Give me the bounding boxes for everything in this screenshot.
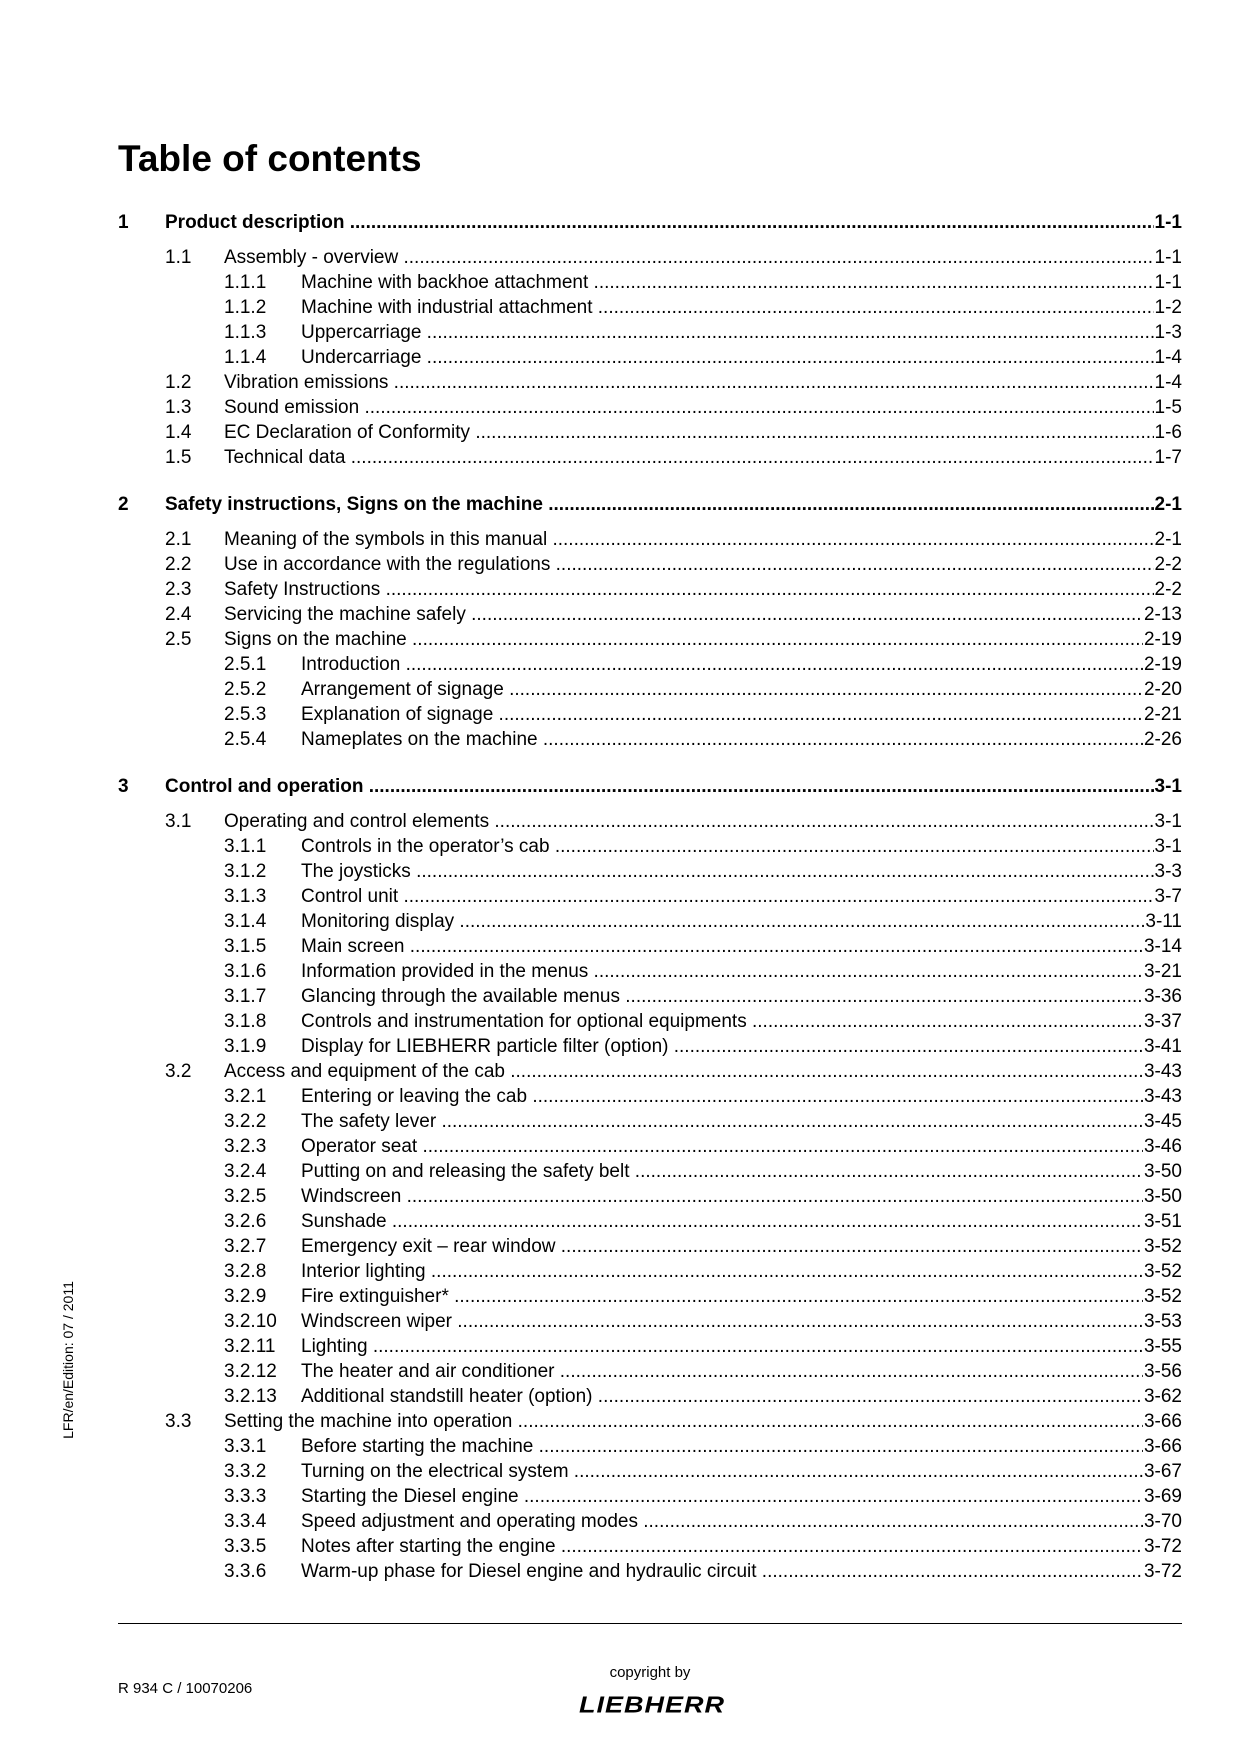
toc-page-number: 3-66 xyxy=(1143,1411,1182,1432)
toc-page-number: 3-51 xyxy=(1143,1211,1182,1232)
toc-section-title: Signs on the machine ..... xyxy=(224,627,1143,652)
toc-entry[interactable] xyxy=(118,445,1182,470)
toc-section-number: 3.2.5 xyxy=(224,1186,267,1207)
toc-section-number: 3.2.10 xyxy=(224,1311,277,1332)
toc-entry[interactable] xyxy=(118,1259,1182,1284)
toc-chapter-entry[interactable] xyxy=(118,210,1182,235)
toc-page-number: 3-1 xyxy=(1154,776,1182,797)
toc-section-number: 3.3.6 xyxy=(224,1561,267,1582)
toc-section-number: 3.2.2 xyxy=(224,1111,267,1132)
toc-entry-line xyxy=(301,1259,1182,1284)
toc-section-title: Machine with industrial attachment ..... xyxy=(301,295,1154,320)
toc-entry-line xyxy=(301,1309,1182,1334)
toc-entry-line xyxy=(301,984,1182,1009)
toc-entry[interactable] xyxy=(118,577,1182,602)
toc-section-number: 3 xyxy=(118,776,129,797)
toc-page-number: 3-72 xyxy=(1143,1536,1182,1557)
toc-section-number: 2.5 xyxy=(165,629,192,650)
toc-page-number: 3-66 xyxy=(1143,1436,1182,1457)
toc-section-number: 2.5.1 xyxy=(224,654,267,675)
footer-divider xyxy=(118,1623,1182,1624)
toc-section-title: Interior lighting ..... xyxy=(301,1259,1143,1284)
toc-section-number: 3.1.6 xyxy=(224,961,267,982)
toc-entry-line xyxy=(301,1509,1182,1534)
toc-entry[interactable] xyxy=(118,909,1182,934)
toc-entry[interactable] xyxy=(118,652,1182,677)
toc-page-number: 2-20 xyxy=(1143,679,1182,700)
toc-section-number: 3.2.13 xyxy=(224,1386,277,1407)
toc-entry[interactable] xyxy=(118,959,1182,984)
toc-entry-line xyxy=(301,320,1182,345)
toc-section-title: Uppercarriage ..... xyxy=(301,320,1154,345)
liebherr-logo: LIEBHERR xyxy=(578,1692,725,1718)
toc-page-number: 3-37 xyxy=(1143,1011,1182,1032)
toc-page-number: 3-55 xyxy=(1143,1336,1182,1357)
toc-entry-line xyxy=(301,959,1182,984)
page-title: Table of contents xyxy=(118,138,422,179)
toc-page-number: 1-2 xyxy=(1154,297,1182,318)
toc-page-number: 3-3 xyxy=(1154,861,1182,882)
toc-chapter-entry[interactable] xyxy=(118,774,1182,799)
toc-entry[interactable] xyxy=(118,1084,1182,1109)
toc-entry[interactable] xyxy=(118,1184,1182,1209)
toc-entry-line xyxy=(224,577,1182,602)
toc-entry-line xyxy=(301,1034,1182,1059)
toc-section-number: 3.1.2 xyxy=(224,861,267,882)
toc-page-number: 1-4 xyxy=(1154,347,1182,368)
toc-section-number: 3.2.1 xyxy=(224,1086,267,1107)
toc-section-number: 3.1.5 xyxy=(224,936,267,957)
toc-section-title: Sound emission ..... xyxy=(224,395,1154,420)
toc-entry[interactable] xyxy=(118,527,1182,552)
toc-section-number: 3.3.3 xyxy=(224,1486,267,1507)
toc-section-number: 3.1.3 xyxy=(224,886,267,907)
toc-entry[interactable] xyxy=(118,270,1182,295)
toc-entry[interactable] xyxy=(118,345,1182,370)
toc-section-title: Control unit ..... xyxy=(301,884,1154,909)
toc-section-title: Display for LIEBHERR particle filter (option) ..... xyxy=(301,1034,1143,1059)
toc-page-number: 3-36 xyxy=(1143,986,1182,1007)
toc-section-title: The joysticks ..... xyxy=(301,859,1154,884)
toc-section-title: Sunshade ..... xyxy=(301,1209,1143,1234)
toc-section-title: Safety Instructions ..... xyxy=(224,577,1154,602)
toc-entry-line xyxy=(301,1384,1182,1409)
toc-entry-line xyxy=(301,652,1182,677)
toc-section-title: Control and operation ..... xyxy=(165,774,1154,799)
toc-section-number: 3.3 xyxy=(165,1411,192,1432)
toc-chapter-entry[interactable] xyxy=(118,492,1182,517)
toc-page-number: 2-2 xyxy=(1154,554,1182,575)
toc-entry-line xyxy=(165,492,1182,517)
toc-page-number: 1-3 xyxy=(1154,322,1182,343)
toc-section-number: 3.1.4 xyxy=(224,911,267,932)
toc-section-number: 3.2.8 xyxy=(224,1261,267,1282)
toc-entry-line xyxy=(165,774,1182,799)
toc-section-title: Setting the machine into operation ..... xyxy=(224,1409,1143,1434)
toc-section-title: Technical data ..... xyxy=(224,445,1154,470)
toc-page-number: 3-21 xyxy=(1143,961,1182,982)
toc-entry[interactable] xyxy=(118,1459,1182,1484)
toc-section-number: 1.5 xyxy=(165,447,192,468)
toc-page-number: 3-43 xyxy=(1143,1086,1182,1107)
toc-entry[interactable] xyxy=(118,1159,1182,1184)
toc-section-title: Vibration emissions ..... xyxy=(224,370,1154,395)
edition-note: LFR/en/Edition: 07 / 2011 xyxy=(60,1281,76,1439)
toc-page-number: 1-1 xyxy=(1154,272,1182,293)
toc-section-number: 2.1 xyxy=(165,529,192,550)
toc-entry[interactable] xyxy=(118,1534,1182,1559)
toc-entry-line xyxy=(165,210,1182,235)
toc-page-number: 3-52 xyxy=(1143,1261,1182,1282)
toc-section-title: Nameplates on the machine ..... xyxy=(301,727,1143,752)
toc-entry-line xyxy=(224,1059,1182,1084)
toc-entry-line xyxy=(224,809,1182,834)
toc-section-number: 3.2.6 xyxy=(224,1211,267,1232)
toc-section-title: Starting the Diesel engine ..... xyxy=(301,1484,1143,1509)
toc-entry-line xyxy=(301,1109,1182,1134)
toc-entry[interactable] xyxy=(118,1034,1182,1059)
toc-section-title: Safety instructions, Signs on the machine ..... xyxy=(165,492,1154,517)
toc-entry-line xyxy=(301,727,1182,752)
toc-section-title: Operating and control elements ..... xyxy=(224,809,1154,834)
toc-page-number: 1-6 xyxy=(1154,422,1182,443)
toc-section-title: Glancing through the available menus ..... xyxy=(301,984,1143,1009)
toc-page-number: 2-21 xyxy=(1143,704,1182,725)
toc-section-number: 3.3.5 xyxy=(224,1536,267,1557)
copyright-text: copyright by xyxy=(609,1664,691,1681)
toc-section-number: 3.1.1 xyxy=(224,836,267,857)
toc-entry-line xyxy=(301,909,1182,934)
toc-section-number: 2.4 xyxy=(165,604,192,625)
toc-page-number: 3-1 xyxy=(1154,811,1182,832)
toc-section-title: Arrangement of signage ..... xyxy=(301,677,1143,702)
toc-entry-line xyxy=(301,834,1182,859)
toc-page-number: 3-69 xyxy=(1143,1486,1182,1507)
toc-page-number: 3-50 xyxy=(1143,1161,1182,1182)
toc-section-title: Before starting the machine ..... xyxy=(301,1434,1143,1459)
toc-entry-line xyxy=(301,1284,1182,1309)
toc-section-number: 2.5.2 xyxy=(224,679,267,700)
toc-section-title: Introduction ..... xyxy=(301,652,1143,677)
toc-entry-line xyxy=(301,1184,1182,1209)
table-of-contents xyxy=(118,210,1182,1584)
toc-section-number: 3.1 xyxy=(165,811,192,832)
toc-page-number: 3-62 xyxy=(1143,1386,1182,1407)
toc-entry-line xyxy=(301,1559,1182,1584)
toc-page-number: 2-19 xyxy=(1143,629,1182,650)
toc-section-title: Warm-up phase for Diesel engine and hydraulic circuit ..... xyxy=(301,1559,1143,1584)
toc-entry-line xyxy=(301,345,1182,370)
toc-entry-line xyxy=(301,884,1182,909)
toc-entry[interactable] xyxy=(118,677,1182,702)
toc-section-title: Emergency exit – rear window ..... xyxy=(301,1234,1143,1259)
toc-section-title: The safety lever ..... xyxy=(301,1109,1143,1134)
toc-section-title: Main screen ..... xyxy=(301,934,1143,959)
toc-entry[interactable] xyxy=(118,1359,1182,1384)
toc-section-title: The heater and air conditioner ..... xyxy=(301,1359,1143,1384)
toc-section-title: Entering or leaving the cab ..... xyxy=(301,1084,1143,1109)
toc-entry-line xyxy=(224,370,1182,395)
toc-entry[interactable] xyxy=(118,395,1182,420)
toc-page-number: 3-45 xyxy=(1143,1111,1182,1132)
toc-section-title: EC Declaration of Conformity ..... xyxy=(224,420,1154,445)
toc-entry[interactable] xyxy=(118,1384,1182,1409)
toc-page-number: 1-1 xyxy=(1154,247,1182,268)
toc-entry[interactable] xyxy=(118,1234,1182,1259)
toc-section-title: Information provided in the menus ..... xyxy=(301,959,1143,984)
toc-section-number: 3.2.9 xyxy=(224,1286,267,1307)
toc-entry-line xyxy=(301,702,1182,727)
toc-section-title: Meaning of the symbols in this manual ..... xyxy=(224,527,1154,552)
toc-entry[interactable] xyxy=(118,420,1182,445)
toc-entry[interactable] xyxy=(118,984,1182,1009)
toc-section-number: 2.5.3 xyxy=(224,704,267,725)
toc-entry-line xyxy=(301,270,1182,295)
toc-entry-line xyxy=(224,627,1182,652)
toc-section-number: 2.2 xyxy=(165,554,192,575)
toc-section-number: 2.3 xyxy=(165,579,192,600)
toc-entry-line xyxy=(301,1334,1182,1359)
toc-entry-line xyxy=(301,1134,1182,1159)
toc-entry-line xyxy=(224,420,1182,445)
toc-entry[interactable] xyxy=(118,627,1182,652)
toc-section-title: Monitoring display ..... xyxy=(301,909,1144,934)
toc-section-title: Operator seat ..... xyxy=(301,1134,1143,1159)
toc-entry-line xyxy=(224,395,1182,420)
toc-page-number: 3-53 xyxy=(1143,1311,1182,1332)
toc-entry[interactable] xyxy=(118,1334,1182,1359)
toc-section-title: Lighting ..... xyxy=(301,1334,1143,1359)
toc-entry-line xyxy=(301,1159,1182,1184)
toc-page-number: 2-26 xyxy=(1143,729,1182,750)
toc-entry[interactable] xyxy=(118,295,1182,320)
toc-entry[interactable] xyxy=(118,1409,1182,1434)
toc-entry-line xyxy=(301,934,1182,959)
toc-section-number: 1.2 xyxy=(165,372,192,393)
toc-entry[interactable] xyxy=(118,1134,1182,1159)
toc-section-number: 3.2 xyxy=(165,1061,192,1082)
toc-section-number: 1.3 xyxy=(165,397,192,418)
toc-entry-line xyxy=(301,677,1182,702)
document-id: R 934 C / 10070206 xyxy=(118,1680,253,1697)
toc-section-title: Windscreen ..... xyxy=(301,1184,1143,1209)
toc-entry[interactable] xyxy=(118,834,1182,859)
toc-section-number: 3.2.7 xyxy=(224,1236,267,1257)
toc-entry-line xyxy=(301,859,1182,884)
toc-section-title: Additional standstill heater (option) ..... xyxy=(301,1384,1143,1409)
toc-entry[interactable] xyxy=(118,727,1182,752)
toc-entry-line xyxy=(301,295,1182,320)
toc-entry-line xyxy=(301,1084,1182,1109)
toc-entry[interactable] xyxy=(118,702,1182,727)
toc-section-title: Access and equipment of the cab ..... xyxy=(224,1059,1143,1084)
toc-section-number: 1.1.1 xyxy=(224,272,267,293)
toc-entry-line xyxy=(224,245,1182,270)
toc-entry[interactable] xyxy=(118,809,1182,834)
toc-section-title: Undercarriage ..... xyxy=(301,345,1154,370)
toc-entry[interactable] xyxy=(118,245,1182,270)
toc-entry-line xyxy=(224,552,1182,577)
toc-entry[interactable] xyxy=(118,1009,1182,1034)
toc-page-number: 3-72 xyxy=(1143,1561,1182,1582)
toc-entry-line xyxy=(224,445,1182,470)
toc-section-number: 3.2.4 xyxy=(224,1161,267,1182)
toc-entry[interactable] xyxy=(118,1559,1182,1584)
toc-entry[interactable] xyxy=(118,884,1182,909)
toc-entry-line xyxy=(301,1359,1182,1384)
toc-page-number: 1-5 xyxy=(1154,397,1182,418)
toc-section-number: 1.1.2 xyxy=(224,297,267,318)
toc-page-number: 3-11 xyxy=(1145,911,1182,932)
toc-section-number: 1.1.4 xyxy=(224,347,267,368)
toc-section-number: 1.4 xyxy=(165,422,192,443)
toc-entry-line xyxy=(301,1534,1182,1559)
toc-page-number: 3-50 xyxy=(1143,1186,1182,1207)
toc-section-number: 1.1 xyxy=(165,247,192,268)
toc-section-number: 1 xyxy=(118,212,129,233)
toc-entry-line xyxy=(301,1009,1182,1034)
toc-page-number: 1-4 xyxy=(1154,372,1182,393)
toc-section-number: 3.1.7 xyxy=(224,986,267,1007)
toc-section-title: Speed adjustment and operating modes ..... xyxy=(301,1509,1143,1534)
toc-page-number: 2-19 xyxy=(1143,654,1182,675)
toc-section-title: Controls in the operator’s cab ..... xyxy=(301,834,1154,859)
toc-entry-line xyxy=(301,1484,1182,1509)
toc-section-title: Explanation of signage ..... xyxy=(301,702,1143,727)
toc-entry[interactable] xyxy=(118,1309,1182,1334)
toc-page-number: 3-67 xyxy=(1143,1461,1182,1482)
toc-page-number: 3-56 xyxy=(1143,1361,1182,1382)
toc-section-number: 2.5.4 xyxy=(224,729,267,750)
toc-entry[interactable] xyxy=(118,1284,1182,1309)
toc-section-title: Servicing the machine safely ..... xyxy=(224,602,1143,627)
toc-entry[interactable] xyxy=(118,552,1182,577)
toc-entry[interactable] xyxy=(118,370,1182,395)
toc-page-number: 2-1 xyxy=(1154,494,1182,515)
toc-section-number: 3.1.9 xyxy=(224,1036,267,1057)
toc-page-number: 3-46 xyxy=(1143,1136,1182,1157)
toc-section-title: Machine with backhoe attachment ..... xyxy=(301,270,1154,295)
toc-entry[interactable] xyxy=(118,1509,1182,1534)
toc-entry[interactable] xyxy=(118,1109,1182,1134)
toc-page-number: 2-2 xyxy=(1154,579,1182,600)
toc-page-number: 2-1 xyxy=(1154,529,1182,550)
toc-section-title: Putting on and releasing the safety belt ..... xyxy=(301,1159,1143,1184)
toc-section-number: 3.3.2 xyxy=(224,1461,267,1482)
toc-section-number: 3.2.12 xyxy=(224,1361,277,1382)
toc-entry-line xyxy=(301,1459,1182,1484)
toc-section-title: Fire extinguisher* ..... xyxy=(301,1284,1143,1309)
toc-section-number: 3.1.8 xyxy=(224,1011,267,1032)
toc-section-number: 3.2.3 xyxy=(224,1136,267,1157)
toc-entry-line xyxy=(301,1234,1182,1259)
toc-entry[interactable] xyxy=(118,1209,1182,1234)
toc-entry-line xyxy=(301,1209,1182,1234)
toc-page-number: 3-43 xyxy=(1143,1061,1182,1082)
toc-entry-line xyxy=(301,1434,1182,1459)
toc-section-number: 3.2.11 xyxy=(224,1336,276,1357)
toc-section-title: Use in accordance with the regulations ..... xyxy=(224,552,1154,577)
toc-entry[interactable] xyxy=(118,1434,1182,1459)
toc-entry[interactable] xyxy=(118,602,1182,627)
toc-entry-line xyxy=(224,602,1182,627)
toc-section-title: Turning on the electrical system ..... xyxy=(301,1459,1143,1484)
toc-page-number: 2-13 xyxy=(1143,604,1182,625)
toc-page-number: 3-7 xyxy=(1154,886,1182,907)
toc-section-title: Product description ..... xyxy=(165,210,1154,235)
toc-section-number: 3.3.4 xyxy=(224,1511,267,1532)
toc-page-number: 3-14 xyxy=(1143,936,1182,957)
toc-page-number: 3-41 xyxy=(1143,1036,1182,1057)
toc-entry[interactable] xyxy=(118,320,1182,345)
toc-entry-line xyxy=(224,527,1182,552)
toc-entry[interactable] xyxy=(118,859,1182,884)
toc-entry[interactable] xyxy=(118,1484,1182,1509)
toc-section-title: Windscreen wiper ..... xyxy=(301,1309,1143,1334)
toc-entry-line xyxy=(224,1409,1182,1434)
toc-section-number: 2 xyxy=(118,494,129,515)
toc-page-number: 3-52 xyxy=(1143,1236,1182,1257)
toc-entry[interactable] xyxy=(118,1059,1182,1084)
toc-section-number: 1.1.3 xyxy=(224,322,267,343)
toc-section-number: 3.3.1 xyxy=(224,1436,267,1457)
toc-page-number: 3-1 xyxy=(1154,836,1182,857)
toc-section-title: Controls and instrumentation for optional equipments ..... xyxy=(301,1009,1143,1034)
toc-section-title: Assembly - overview ..... xyxy=(224,245,1154,270)
toc-page-number: 1-7 xyxy=(1154,447,1182,468)
toc-section-title: Notes after starting the engine ..... xyxy=(301,1534,1143,1559)
toc-page-number: 1-1 xyxy=(1154,212,1182,233)
toc-page-number: 3-52 xyxy=(1143,1286,1182,1307)
toc-page-number: 3-70 xyxy=(1143,1511,1182,1532)
toc-entry[interactable] xyxy=(118,934,1182,959)
